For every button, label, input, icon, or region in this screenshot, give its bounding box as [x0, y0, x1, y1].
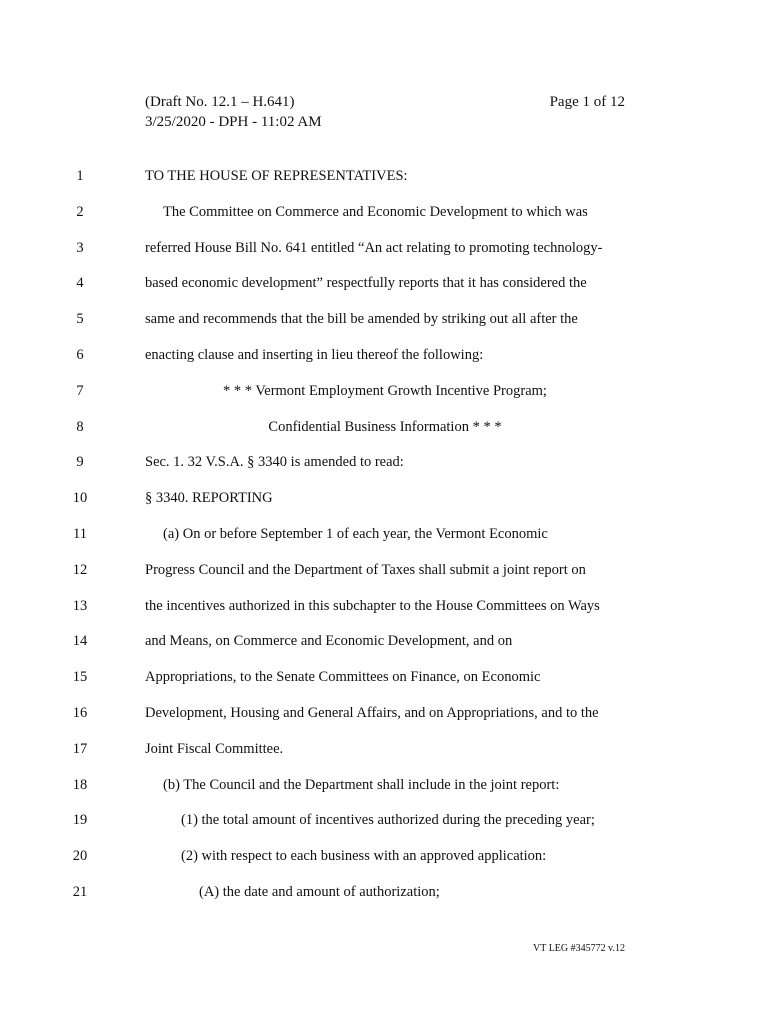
line-number: 20 [72, 848, 88, 865]
line-number: 2 [76, 203, 84, 220]
line-number: 16 [72, 705, 88, 721]
line-number: 13 [72, 597, 88, 614]
document-line [0, 810, 770, 830]
document-line [0, 775, 770, 795]
line-number: 15 [72, 669, 88, 686]
line-number: 18 [72, 776, 88, 793]
line-number: 7 [76, 382, 84, 399]
document-line [0, 345, 770, 365]
line-text: § 3340. REPORTING [145, 490, 273, 507]
line-text: TO THE HOUSE OF REPRESENTATIVES: [145, 168, 408, 184]
document-line [0, 381, 770, 401]
line-number: 14 [72, 633, 88, 650]
line-text: (1) the total amount of incentives authorized during the preceding year; [181, 812, 595, 829]
line-text: Joint Fiscal Committee. [145, 740, 284, 757]
line-text: The Committee on Commerce and Economic Development to which was [163, 203, 588, 220]
line-number: 3 [76, 239, 84, 256]
line-text: (a) On or before September 1 of each year, the Vermont Economic [163, 526, 548, 542]
line-text: same and recommends that the bill be amended by striking out all after the [145, 311, 578, 328]
line-text: (b) The Council and the Department shall include in the joint report: [163, 776, 560, 793]
document-line [0, 202, 770, 222]
line-number: 4 [76, 275, 84, 292]
document-id-footer: VT LEG #345772 v.12 [533, 943, 625, 954]
document-line [0, 703, 770, 723]
line-number: 6 [76, 347, 84, 363]
line-text: * * * Vermont Employment Growth Incentive Program; [223, 382, 547, 399]
line-text: Progress Council and the Department of Taxes shall submit a joint report on [145, 561, 586, 578]
document-line [0, 596, 770, 616]
draft-datetime: 3/25/2020 - DPH - 11:02 AM [145, 114, 322, 130]
document-line [0, 560, 770, 580]
line-text: Development, Housing and General Affairs, and on Appropriations, and to the [145, 705, 599, 721]
line-number: 9 [76, 454, 84, 471]
line-text: (A) the date and amount of authorization; [199, 884, 440, 900]
document-line [0, 417, 770, 437]
header-left [145, 92, 322, 132]
document-line [0, 166, 770, 186]
line-number: 8 [76, 418, 84, 435]
line-number: 19 [72, 812, 88, 829]
draft-number: (Draft No. 12.1 – H.641) [145, 94, 295, 110]
line-number: 21 [72, 884, 88, 900]
line-number: 17 [72, 740, 88, 757]
line-text: referred House Bill No. 641 entitled “An act relating to promoting technology- [145, 239, 603, 256]
line-number: 5 [76, 311, 84, 328]
document-line [0, 524, 770, 544]
document-line [0, 309, 770, 329]
line-number: 10 [72, 490, 88, 507]
document-line [0, 273, 770, 293]
line-text: (2) with respect to each business with an approved application: [181, 848, 547, 865]
line-text: Sec. 1. 32 V.S.A. § 3340 is amended to read: [145, 454, 404, 471]
line-text: Confidential Business Information * * * [268, 418, 502, 435]
line-number: 11 [73, 526, 87, 542]
line-number: 12 [72, 561, 88, 578]
line-text: based economic development” respectfully reports that it has considered the [145, 275, 587, 292]
document-line [0, 488, 770, 508]
document-line [0, 739, 770, 759]
line-text: Appropriations, to the Senate Committees on Finance, on Economic [145, 669, 541, 686]
document-line [0, 667, 770, 687]
document-line [0, 631, 770, 651]
document-line [0, 882, 770, 902]
document-line [0, 238, 770, 258]
line-text: the incentives authorized in this subchapter to the House Committees on Ways [145, 597, 600, 614]
document-line [0, 846, 770, 866]
line-text: and Means, on Commerce and Economic Development, and on [145, 633, 513, 650]
document-line [0, 452, 770, 472]
line-number: 1 [76, 168, 84, 184]
line-text: enacting clause and inserting in lieu thereof the following: [145, 347, 484, 363]
page-indicator: Page 1 of 12 [549, 94, 625, 110]
